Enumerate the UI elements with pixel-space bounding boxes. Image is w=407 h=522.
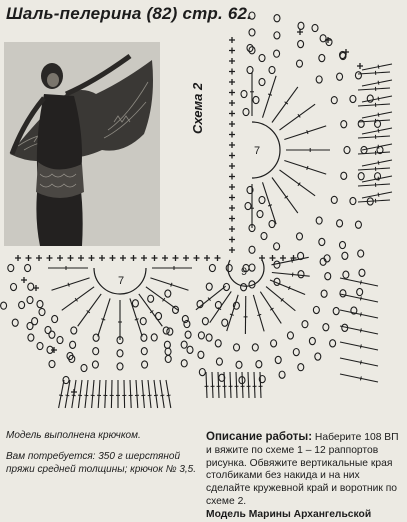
chain-loop-icon xyxy=(185,331,191,338)
chain-loop-icon xyxy=(297,233,303,240)
chain-loop-icon xyxy=(337,73,343,80)
double-crochet-icon xyxy=(230,314,234,315)
plus-icon xyxy=(26,255,32,261)
work-description xyxy=(206,431,404,522)
chain-loop-icon xyxy=(81,364,87,371)
plus-icon xyxy=(229,163,235,169)
chain-loop-icon xyxy=(181,341,187,348)
chain-loop-icon xyxy=(93,334,99,341)
plus-icon xyxy=(229,90,235,96)
double-crochet-icon xyxy=(230,372,231,398)
chain-loop-icon xyxy=(321,290,327,297)
double-crochet-icon xyxy=(358,88,390,90)
chain-loop-icon xyxy=(259,78,265,85)
plus-icon xyxy=(131,255,137,261)
chain-loop-icon xyxy=(261,232,267,239)
author-credit: Модель Марины Архангельской xyxy=(206,509,371,520)
double-crochet-icon xyxy=(242,372,243,398)
chain-loop-icon xyxy=(271,340,277,347)
chain-loop-icon xyxy=(316,217,322,224)
chain-loop-icon xyxy=(141,348,147,355)
plus-icon xyxy=(204,255,210,261)
chain-loop-icon xyxy=(249,264,255,271)
plus-icon xyxy=(141,255,147,261)
plus-icon xyxy=(229,142,235,148)
plus-icon xyxy=(343,49,349,55)
chain-loop-icon xyxy=(132,300,138,307)
chain-loop-icon xyxy=(269,220,275,227)
chain-loop-icon xyxy=(28,334,34,341)
chain-loop-icon xyxy=(11,283,17,290)
double-crochet-icon xyxy=(358,184,390,186)
plus-icon xyxy=(152,255,158,261)
chain-loop-icon xyxy=(358,250,364,257)
chain-loop-icon xyxy=(247,66,253,73)
double-crochet-icon xyxy=(206,372,207,398)
chain-loop-icon xyxy=(298,271,304,278)
plus-icon xyxy=(15,255,21,261)
chain-loop-icon xyxy=(27,296,33,303)
double-crochet-icon xyxy=(52,278,90,290)
chain-loop-icon xyxy=(202,318,208,325)
double-crochet-icon xyxy=(167,395,171,396)
chain-loop-icon xyxy=(25,264,31,271)
chain-loop-icon xyxy=(333,307,339,314)
plus-icon xyxy=(47,255,53,261)
double-crochet-icon xyxy=(340,342,378,350)
chain-loop-icon xyxy=(92,361,98,368)
double-crochet-icon xyxy=(378,193,379,197)
chain-loop-icon xyxy=(355,72,361,79)
plus-icon xyxy=(89,255,95,261)
chain-loop-icon xyxy=(287,332,293,339)
double-crochet-icon xyxy=(272,178,298,214)
double-crochet-icon xyxy=(270,280,305,295)
diagram-number: 7 xyxy=(118,275,124,287)
chain-loop-icon xyxy=(274,15,280,22)
chain-loop-icon xyxy=(293,349,299,356)
chain-loop-icon xyxy=(52,315,58,322)
double-crochet-icon xyxy=(358,104,390,106)
chain-loop-icon xyxy=(313,306,319,313)
chain-loop-icon xyxy=(49,360,55,367)
chain-loop-icon xyxy=(209,264,215,271)
plus-icon xyxy=(229,184,235,190)
chain-loop-icon xyxy=(141,334,147,341)
plus-icon xyxy=(99,255,105,261)
chain-loop-icon xyxy=(70,341,76,348)
double-crochet-icon xyxy=(360,328,361,332)
chain-loop-icon xyxy=(315,353,321,360)
double-crochet-icon xyxy=(236,372,237,398)
plus-icon xyxy=(229,79,235,85)
double-crochet-icon xyxy=(360,280,361,284)
double-crochet-icon xyxy=(362,160,392,166)
chain-loop-icon xyxy=(19,301,25,308)
plus-icon xyxy=(297,29,303,35)
model-note: Модель выполнена крючком. xyxy=(6,430,141,441)
double-crochet-icon xyxy=(78,294,102,326)
description-body: Наберите 108 ВП и вяжите по схеме 1 – 12 раппортов рисунка. Обвяжите вертикальные края столбиками без накида и на них сделайте кружевной край и воротник по схеме 2. xyxy=(206,432,399,507)
chain-loop-icon xyxy=(234,344,240,351)
double-crochet-icon xyxy=(360,360,361,364)
chain-loop-icon xyxy=(117,350,123,357)
double-crochet-icon xyxy=(340,278,378,286)
double-crochet-icon xyxy=(362,192,392,198)
chain-loop-icon xyxy=(309,337,315,344)
double-crochet-icon xyxy=(340,374,378,382)
plus-icon xyxy=(229,69,235,75)
chain-loop-icon xyxy=(198,332,204,339)
chain-loop-icon xyxy=(45,326,51,333)
double-crochet-icon xyxy=(378,129,379,133)
chain-loop-icon xyxy=(215,340,221,347)
plus-icon xyxy=(36,255,42,261)
plus-icon xyxy=(173,255,179,261)
chain-loop-icon xyxy=(298,40,304,47)
double-crochet-icon xyxy=(227,295,238,331)
double-crochet-icon xyxy=(160,395,164,396)
double-crochet-icon xyxy=(362,112,392,118)
plus-icon xyxy=(120,255,126,261)
chain-loop-icon xyxy=(245,202,251,209)
plus-icon xyxy=(162,255,168,261)
diagram-number: 7 xyxy=(254,145,260,157)
double-crochet-icon xyxy=(362,96,392,102)
double-crochet-icon xyxy=(136,380,138,408)
chain-loop-icon xyxy=(359,269,365,276)
chain-loop-icon xyxy=(249,246,255,253)
double-crochet-icon xyxy=(358,168,390,170)
double-crochet-icon xyxy=(292,259,293,263)
double-crochet-icon xyxy=(59,380,64,408)
page-title: Шаль-пелерина (82) стр. 62. xyxy=(6,4,252,24)
chain-loop-icon xyxy=(341,121,347,128)
chain-loop-icon xyxy=(198,351,204,358)
plus-icon xyxy=(229,48,235,54)
diagram-number: 9 xyxy=(241,266,247,278)
chain-loop-icon xyxy=(57,336,63,343)
plus-icon xyxy=(68,255,74,261)
plus-icon xyxy=(229,226,235,232)
chain-loop-icon xyxy=(140,318,146,325)
double-crochet-icon xyxy=(268,94,272,95)
chain-loop-icon xyxy=(350,95,356,102)
chain-loop-icon xyxy=(330,340,336,347)
chain-loop-icon xyxy=(249,12,255,19)
chain-loop-icon xyxy=(319,238,325,245)
double-crochet-icon xyxy=(340,326,378,334)
plus-icon xyxy=(229,153,235,159)
plus-icon xyxy=(215,255,221,261)
chain-loop-icon xyxy=(181,360,187,367)
plus-icon xyxy=(229,195,235,201)
double-crochet-icon xyxy=(111,380,112,408)
double-crochet-icon xyxy=(263,182,277,224)
chain-loop-icon xyxy=(279,371,285,378)
chain-loop-icon xyxy=(298,22,304,29)
chain-loop-icon xyxy=(343,271,349,278)
chain-loop-icon xyxy=(340,241,346,248)
chain-loop-icon xyxy=(165,355,171,362)
plus-icon xyxy=(71,389,77,395)
double-crochet-icon xyxy=(101,319,105,320)
chain-loop-icon xyxy=(8,264,14,271)
chain-loop-icon xyxy=(151,334,157,341)
double-crochet-icon xyxy=(139,294,163,326)
double-crochet-icon xyxy=(268,205,272,206)
double-crochet-icon xyxy=(142,380,144,408)
chain-loop-icon xyxy=(331,196,337,203)
chain-loop-icon xyxy=(316,76,322,83)
plus-icon xyxy=(183,255,189,261)
chain-loop-icon xyxy=(39,308,45,315)
double-crochet-icon xyxy=(62,287,94,311)
plus-icon xyxy=(229,121,235,127)
chain-loop-icon xyxy=(93,348,99,355)
double-crochet-icon xyxy=(362,80,392,86)
chain-loop-icon xyxy=(355,221,361,228)
plus-icon xyxy=(229,58,235,64)
plus-icon xyxy=(57,255,63,261)
plus-icon xyxy=(270,255,276,261)
chain-loop-icon xyxy=(320,35,326,42)
plus-icon xyxy=(21,277,27,283)
chain-loop-icon xyxy=(323,324,329,331)
plus-icon xyxy=(357,63,363,69)
double-crochet-icon xyxy=(72,395,76,396)
chain-loop-icon xyxy=(357,288,363,295)
chain-loop-icon xyxy=(28,283,34,290)
double-crochet-icon xyxy=(92,380,94,408)
chain-loop-icon xyxy=(274,50,280,57)
chain-loop-icon xyxy=(71,327,77,334)
chain-loop-icon xyxy=(241,284,247,291)
double-crochet-icon xyxy=(307,130,308,134)
chain-loop-icon xyxy=(319,54,325,61)
chain-loop-icon xyxy=(249,29,255,36)
description-heading: Описание работы: xyxy=(206,431,312,443)
double-crochet-icon xyxy=(307,166,308,170)
double-crochet-icon xyxy=(284,161,326,175)
chain-loop-icon xyxy=(49,331,55,338)
double-crochet-icon xyxy=(362,64,392,70)
double-crochet-icon xyxy=(340,310,378,318)
chain-loop-icon xyxy=(342,252,348,259)
chain-loop-icon xyxy=(12,319,18,326)
plus-icon xyxy=(280,255,286,261)
chain-loop-icon xyxy=(256,361,262,368)
double-crochet-icon xyxy=(105,380,106,408)
double-crochet-icon xyxy=(360,312,361,316)
double-crochet-icon xyxy=(358,200,390,202)
double-crochet-icon xyxy=(98,380,100,408)
double-crochet-icon xyxy=(360,296,361,300)
chain-loop-icon xyxy=(257,210,263,217)
double-crochet-icon xyxy=(360,376,361,380)
chain-loop-icon xyxy=(226,264,232,271)
plus-icon xyxy=(229,111,235,117)
chain-loop-icon xyxy=(37,342,43,349)
materials-note: Вам потребуется: 350 г шерстяной пряжи средней толщины; крючок № 3,5. xyxy=(6,450,206,476)
chain-loop-icon xyxy=(206,283,212,290)
double-crochet-icon xyxy=(362,176,392,182)
double-crochet-icon xyxy=(358,72,390,74)
chain-loop-icon xyxy=(344,146,350,153)
chain-loop-icon xyxy=(269,66,275,73)
chain-loop-icon xyxy=(167,328,173,335)
chain-loop-icon xyxy=(117,363,123,370)
chain-loop-icon xyxy=(164,341,170,348)
double-crochet-icon xyxy=(124,380,125,408)
chain-loop-icon xyxy=(222,319,228,326)
chain-loop-icon xyxy=(165,290,171,297)
double-crochet-icon xyxy=(68,283,69,287)
chain-loop-icon xyxy=(302,321,308,328)
chain-loop-icon xyxy=(331,97,337,104)
chain-loop-icon xyxy=(206,334,212,341)
chain-loop-icon xyxy=(27,322,33,329)
chain-loop-icon xyxy=(156,312,162,319)
double-crochet-icon xyxy=(148,380,151,408)
plus-icon xyxy=(229,37,235,43)
double-crochet-icon xyxy=(154,380,158,408)
chain-loop-icon xyxy=(148,295,154,302)
chain-loop-icon xyxy=(165,348,171,355)
plus-icon xyxy=(229,174,235,180)
chain-loop-icon xyxy=(274,243,280,250)
chain-loop-icon xyxy=(340,290,346,297)
chain-loop-icon xyxy=(243,108,249,115)
double-crochet-icon xyxy=(378,161,379,165)
chain-loop-icon xyxy=(337,220,343,227)
double-crochet-icon xyxy=(150,278,188,290)
chain-loop-icon xyxy=(241,90,247,97)
double-crochet-icon xyxy=(130,298,142,336)
chain-loop-icon xyxy=(350,197,356,204)
chain-loop-icon xyxy=(275,356,281,363)
double-crochet-icon xyxy=(171,283,172,287)
double-crochet-icon xyxy=(358,136,390,138)
chain-loop-icon xyxy=(216,358,222,365)
plus-icon xyxy=(229,247,235,253)
plus-icon xyxy=(194,255,200,261)
double-crochet-icon xyxy=(85,380,88,408)
chain-loop-icon xyxy=(358,173,364,180)
chain-loop-icon xyxy=(252,344,258,351)
double-crochet-icon xyxy=(254,372,255,398)
chain-loop-icon xyxy=(1,302,7,309)
chain-loop-icon xyxy=(341,172,347,179)
plus-icon xyxy=(229,205,235,211)
double-crochet-icon xyxy=(378,145,379,149)
double-crochet-icon xyxy=(257,314,261,315)
plus-icon xyxy=(110,255,116,261)
plus-icon xyxy=(78,255,84,261)
double-crochet-icon xyxy=(59,395,63,396)
double-crochet-icon xyxy=(166,380,171,408)
double-crochet-icon xyxy=(378,97,379,101)
double-crochet-icon xyxy=(378,81,379,85)
double-crochet-icon xyxy=(362,128,392,134)
double-crochet-icon xyxy=(284,126,326,140)
chain-loop-icon xyxy=(259,196,265,203)
double-crochet-icon xyxy=(289,286,291,290)
double-crochet-icon xyxy=(212,372,213,398)
double-crochet-icon xyxy=(98,298,110,336)
chain-loop-icon xyxy=(184,320,190,327)
double-crochet-icon xyxy=(272,87,298,123)
chain-loop-icon xyxy=(236,361,242,368)
double-crochet-icon xyxy=(135,319,139,320)
double-crochet-icon xyxy=(248,372,249,398)
chain-loop-icon xyxy=(325,273,331,280)
double-crochet-icon xyxy=(160,380,164,408)
chain-loop-icon xyxy=(187,346,193,353)
double-crochet-icon xyxy=(154,395,158,396)
double-crochet-icon xyxy=(130,380,131,408)
double-crochet-icon xyxy=(78,380,82,408)
plus-icon xyxy=(229,216,235,222)
double-crochet-icon xyxy=(78,395,82,396)
chain-loop-icon xyxy=(142,361,148,368)
double-crochet-icon xyxy=(378,65,379,69)
chain-loop-icon xyxy=(199,368,205,375)
chain-loop-icon xyxy=(253,96,259,103)
double-crochet-icon xyxy=(280,104,316,130)
chain-loop-icon xyxy=(274,32,280,39)
chain-loop-icon xyxy=(298,364,304,371)
plus-icon xyxy=(229,132,235,138)
chain-loop-icon xyxy=(297,60,303,67)
chain-loop-icon xyxy=(312,24,318,31)
double-crochet-icon xyxy=(65,395,69,396)
plus-icon xyxy=(229,237,235,243)
diagram-label: Схема 2 xyxy=(190,83,205,134)
chain-loop-icon xyxy=(259,54,265,61)
double-crochet-icon xyxy=(378,113,379,117)
double-crochet-icon xyxy=(360,344,361,348)
plus-icon xyxy=(229,100,235,106)
double-crochet-icon xyxy=(253,295,264,331)
chain-loop-icon xyxy=(182,315,188,322)
double-crochet-icon xyxy=(65,380,70,408)
plus-icon xyxy=(259,255,265,261)
chain-loop-icon xyxy=(37,300,43,307)
double-crochet-icon xyxy=(280,170,316,196)
double-crochet-icon xyxy=(340,358,378,366)
